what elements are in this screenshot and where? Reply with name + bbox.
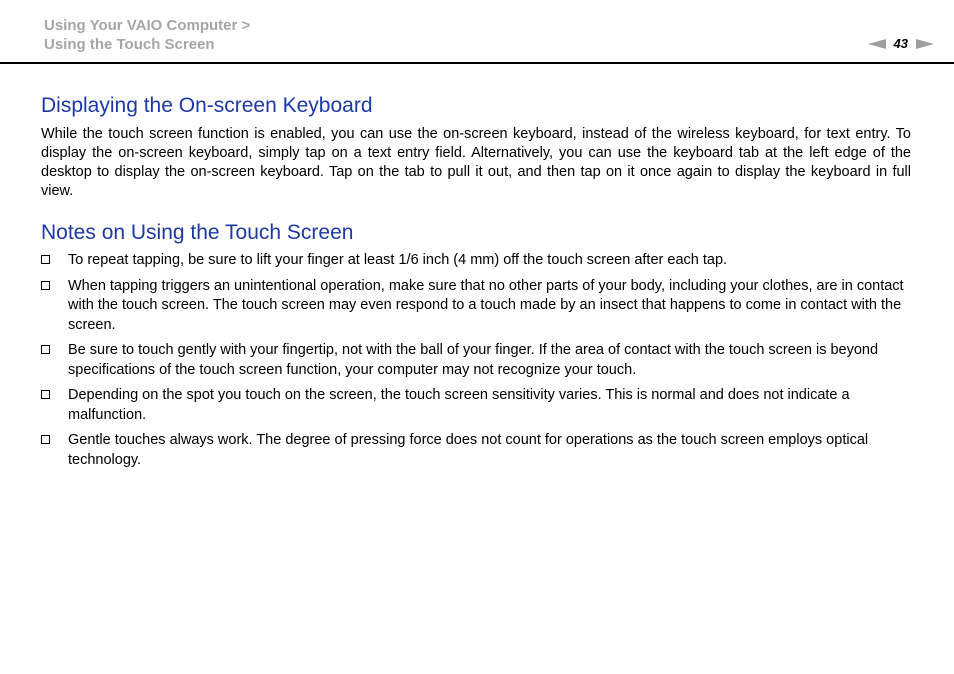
breadcrumb-line-1[interactable]: Using Your VAIO Computer > bbox=[44, 17, 251, 34]
notes-list bbox=[41, 251, 911, 470]
note-text: When tapping triggers an unintentional operation, make sure that no other parts of your body, including your clothes, are in contact with the touch screen. The touch screen may even respond to a touch made by an insect that happens to come in contact with the screen. bbox=[68, 277, 904, 333]
page-number: 43 bbox=[893, 36, 908, 51]
checkbox-bullet-icon bbox=[41, 390, 50, 399]
list-item bbox=[41, 431, 911, 470]
breadcrumb bbox=[44, 16, 250, 54]
page-content bbox=[41, 92, 911, 476]
breadcrumb-line-2[interactable]: Using the Touch Screen bbox=[44, 36, 215, 53]
onscreen-keyboard-paragraph: While the touch screen function is enabled, you can use the on-screen keyboard, instead of the wireless keyboard, for text entry. To display the on-screen keyboard, simply tap on a text entry field. Alternatively, you can use the keyboard tab at the left edge of the desktop to display the on-screen keyboard. Tap on the tab to pull it out, and then tap on it once again to display the keyboard in full view. bbox=[41, 126, 911, 199]
note-text: Be sure to touch gently with your fingertip, not with the ball of your finger. If the area of contact with the touch screen is beyond specifications of the touch screen function, your computer may not recognize your touch. bbox=[68, 342, 879, 378]
header-divider bbox=[0, 62, 954, 64]
list-item bbox=[41, 277, 911, 336]
checkbox-bullet-icon bbox=[41, 435, 50, 444]
checkbox-bullet-icon bbox=[41, 255, 50, 264]
next-page-icon[interactable] bbox=[916, 39, 934, 49]
note-text: To repeat tapping, be sure to lift your finger at least 1/6 inch (4 mm) off the touch screen after each tap. bbox=[68, 252, 728, 268]
checkbox-bullet-icon bbox=[41, 281, 50, 290]
section-title-onscreen-keyboard: Displaying the On-screen Keyboard bbox=[41, 94, 373, 117]
list-item bbox=[41, 386, 911, 425]
note-text: Gentle touches always work. The degree of pressing force does not count for operations as the touch screen employs optical technology. bbox=[68, 432, 869, 468]
note-text: Depending on the spot you touch on the screen, the touch screen sensitivity varies. This is normal and does not indicate a malfunction. bbox=[68, 387, 850, 423]
previous-page-icon[interactable] bbox=[868, 39, 886, 49]
page-navigator bbox=[868, 36, 934, 52]
list-item bbox=[41, 251, 911, 271]
section-title-touch-screen-notes: Notes on Using the Touch Screen bbox=[41, 221, 354, 244]
list-item bbox=[41, 341, 911, 380]
checkbox-bullet-icon bbox=[41, 345, 50, 354]
